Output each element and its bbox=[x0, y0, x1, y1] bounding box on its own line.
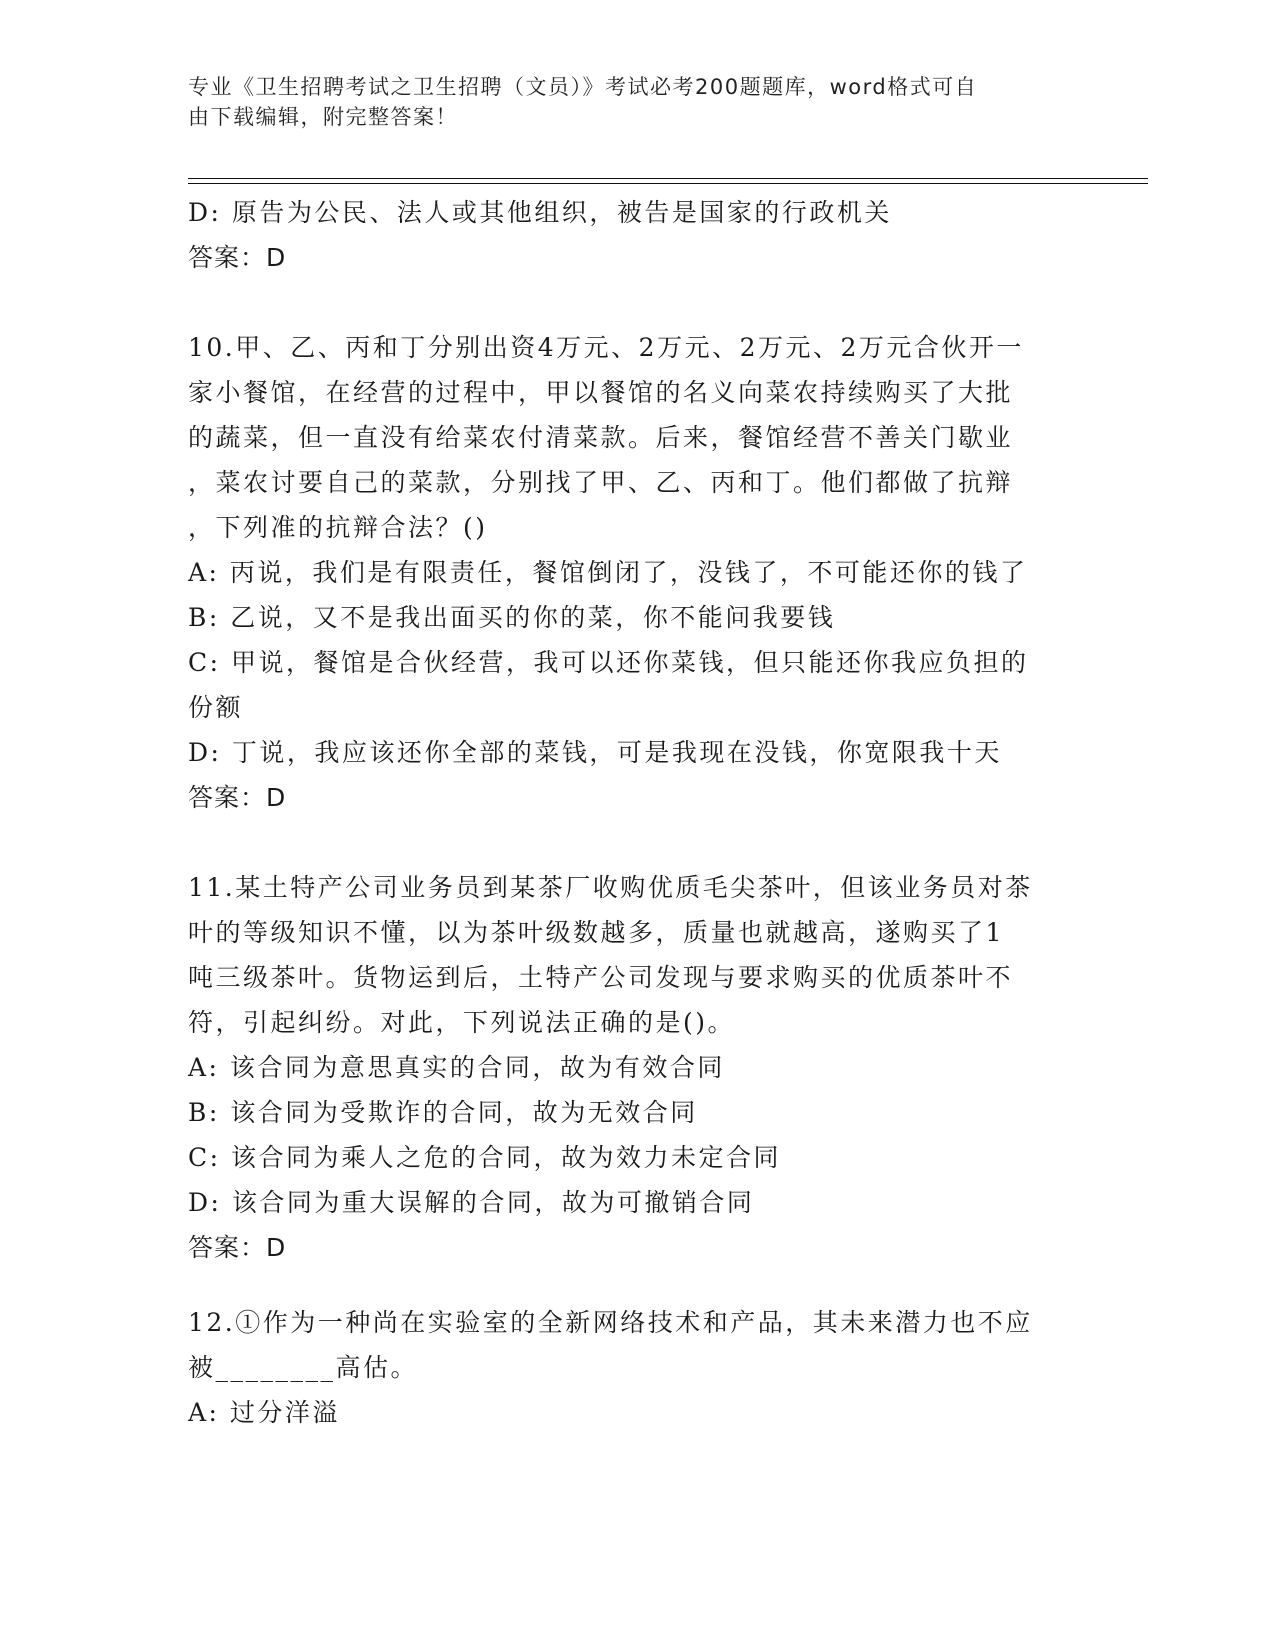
option-b: B: 该合同为受欺诈的合同，故为无效合同 bbox=[188, 1098, 698, 1127]
question-text-line: 12.①作为一种尚在实验室的全新网络技术和产品，其未来潜力也不应 bbox=[188, 1308, 1033, 1337]
option-b: B: 乙说，又不是我出面买的你的菜，你不能问我要钱 bbox=[188, 603, 836, 632]
answer: 答案：D bbox=[188, 783, 287, 812]
header-rule-bottom bbox=[188, 183, 1148, 184]
answer: 答案：D bbox=[188, 243, 287, 272]
spacer bbox=[188, 1270, 1088, 1300]
question-text-line: 叶的等级知识不懂，以为茶叶级数越多，质量也就越高，遂购买了1 bbox=[188, 918, 1004, 947]
question-10 bbox=[188, 325, 1088, 820]
question-12 bbox=[188, 1300, 1088, 1435]
question-text-line: 的蔬菜，但一直没有给菜农付清菜款。后来，餐馆经营不善关门歇业 bbox=[188, 423, 1014, 452]
question-11 bbox=[188, 865, 1088, 1270]
previous-question-tail bbox=[188, 190, 1088, 280]
option-d: D: 该合同为重大误解的合同，故为可撤销合同 bbox=[188, 1188, 755, 1217]
header-line-1: 专业《卫生招聘考试之卫生招聘（文员）》考试必考200题题库，word格式可自 bbox=[188, 75, 978, 99]
question-text-line: 吨三级茶叶。货物运到后，土特产公司发现与要求购买的优质茶叶不 bbox=[188, 963, 1014, 992]
question-text-line: 被________高估。 bbox=[188, 1353, 419, 1382]
option-c: C: 该合同为乘人之危的合同，故为效力未定合同 bbox=[188, 1143, 781, 1172]
header-line-2: 由下载编辑，附完整答案！ bbox=[188, 105, 458, 129]
question-text-line: 11.某土特产公司业务员到某茶厂收购优质毛尖茶叶，但该业务员对茶 bbox=[188, 873, 1033, 902]
question-text-line: ，菜农讨要自己的菜款，分别找了甲、乙、丙和丁。他们都做了抗辩 bbox=[188, 468, 1014, 497]
option-a: A: 该合同为意思真实的合同，故为有效合同 bbox=[188, 1053, 725, 1082]
option-a: A: 丙说，我们是有限责任，餐馆倒闭了，没钱了，不可能还你的钱了 bbox=[188, 558, 1028, 587]
option-c-continued: 份额 bbox=[188, 693, 244, 722]
document-header bbox=[188, 72, 1068, 132]
question-text-line: 符，引起纠纷。对此，下列说法正确的是()。 bbox=[188, 1008, 736, 1037]
question-text-line: 10.甲、乙、丙和丁分别出资4万元、2万元、2万元、2万元合伙开一 bbox=[188, 333, 1024, 362]
spacer bbox=[188, 280, 1088, 325]
question-content bbox=[188, 190, 1088, 1435]
spacer bbox=[188, 820, 1088, 865]
option-d: D: 原告为公民、法人或其他组织，被告是国家的行政机关 bbox=[188, 198, 892, 227]
question-text-line: 家小餐馆，在经营的过程中，甲以餐馆的名义向菜农持续购买了大批 bbox=[188, 378, 1014, 407]
answer: 答案：D bbox=[188, 1233, 287, 1262]
option-d: D: 丁说，我应该还你全部的菜钱，可是我现在没钱，你宽限我十天 bbox=[188, 738, 1002, 767]
option-a: A: 过分洋溢 bbox=[188, 1398, 340, 1427]
header-rule-top bbox=[188, 178, 1148, 179]
option-c: C: 甲说，餐馆是合伙经营，我可以还你菜钱，但只能还你我应负担的 bbox=[188, 648, 1029, 677]
question-text-line: ，下列准的抗辩合法？() bbox=[188, 513, 488, 542]
